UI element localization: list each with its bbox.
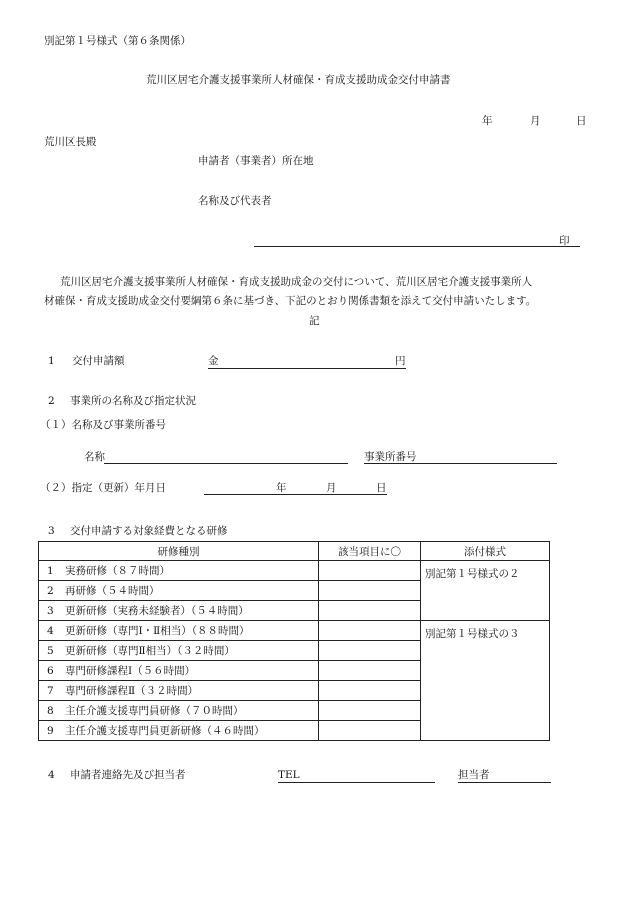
row-training-name: 主任介護支援専門員更新研修（４６時間）: [65, 721, 319, 741]
addressee: 荒川区長殿: [44, 136, 97, 148]
row-check-cell[interactable]: [319, 621, 421, 641]
designation-day-label: 日: [376, 482, 387, 494]
row-training-name: 更新研修（専門Ⅱ相当）（３２時間）: [65, 641, 319, 661]
row-check-cell[interactable]: [319, 561, 421, 581]
row-number: 4: [39, 621, 66, 641]
amount-field[interactable]: [208, 368, 406, 369]
row-number: 3: [39, 601, 66, 621]
office-number-field[interactable]: [364, 463, 557, 464]
date-year-label: 年: [482, 115, 493, 127]
training-table: [38, 541, 550, 741]
designation-year-label: 年: [276, 482, 287, 494]
office-name-label: 名称: [84, 451, 105, 463]
table-row: [39, 621, 550, 641]
amount-prefix: 金: [208, 355, 219, 367]
column-header-attachment: 添付様式: [421, 542, 550, 561]
office-number-label: 事業所番号: [364, 451, 417, 463]
row-check-cell[interactable]: [319, 721, 421, 741]
body-text-line-1: 荒川区居宅介護支援事業所人材確保・育成支援助成金の交付について、荒川区居宅介護支援事業所人: [60, 276, 533, 288]
row-training-name: 更新研修（専門Ⅰ・Ⅱ相当）（８８時間）: [65, 621, 319, 641]
attachment-group-2: 別記第１号様式の３: [421, 621, 550, 741]
row-check-cell[interactable]: [319, 681, 421, 701]
row-training-name: 更新研修（実務未経験者）（５４時間）: [65, 601, 319, 621]
section-4-number: 4: [48, 769, 55, 781]
column-header-check: 該当項目に〇: [319, 542, 421, 561]
signature-line[interactable]: [254, 246, 580, 247]
row-training-name: 専門研修課程Ⅱ（３２時間）: [65, 681, 319, 701]
seal-mark: 印: [559, 235, 570, 247]
section-1-label: 交付申請額: [72, 355, 125, 367]
applicant-address-label: 申請者（事業者）所在地: [198, 155, 314, 167]
date-month-label: 月: [530, 115, 541, 127]
row-check-cell[interactable]: [319, 601, 421, 621]
row-check-cell[interactable]: [319, 701, 421, 721]
amount-suffix: 円: [395, 355, 406, 367]
ki-label: 記: [309, 315, 320, 327]
section-4-label: 申請者連絡先及び担当者: [70, 769, 186, 781]
row-training-name: 実務研修（８７時間）: [65, 561, 319, 581]
table-header-row: [39, 542, 550, 561]
section-1-number: 1: [48, 355, 55, 367]
date-day-label: 日: [576, 115, 587, 127]
applicant-name-label: 名称及び代表者: [198, 195, 272, 207]
section-2-sub-1: （１）名称及び事業所番号: [40, 419, 166, 431]
designation-month-label: 月: [326, 482, 337, 494]
row-number: 6: [39, 661, 66, 681]
form-number: 別記第１号様式（第６条関係）: [44, 35, 191, 47]
row-number: 9: [39, 721, 66, 741]
office-name-field[interactable]: [104, 463, 348, 464]
row-training-name: 主任介護支援専門員研修（７０時間）: [65, 701, 319, 721]
designation-date-field[interactable]: [204, 494, 387, 495]
section-2-number: 2: [48, 395, 55, 407]
tel-field[interactable]: [278, 782, 435, 783]
row-number: 2: [39, 581, 66, 601]
table-row: [39, 561, 550, 581]
row-training-name: 専門研修課程Ⅰ（５６時間）: [65, 661, 319, 681]
row-number: 7: [39, 681, 66, 701]
row-number: 1: [39, 561, 66, 581]
row-check-cell[interactable]: [319, 641, 421, 661]
section-3-label: 交付申請する対象経費となる研修: [70, 525, 228, 537]
attachment-group-1: 別記第１号様式の２: [421, 561, 550, 621]
section-2-sub-2: （２）指定（更新）年月日: [40, 482, 166, 494]
row-check-cell[interactable]: [319, 581, 421, 601]
contact-person-field[interactable]: [458, 782, 551, 783]
form-title: 荒川区居宅介護支援事業所人材確保・育成支援助成金交付申請書: [146, 74, 451, 86]
body-text-line-2: 材確保・育成支援助成金交付要綱第６条に基づき、下記のとおり関係書類を添えて交付申請いたします。: [44, 295, 537, 307]
section-2-label: 事業所の名称及び指定状況: [70, 395, 196, 407]
row-check-cell[interactable]: [319, 661, 421, 681]
row-number: 8: [39, 701, 66, 721]
column-header-training-type: 研修種別: [39, 542, 319, 561]
row-training-name: 再研修（５４時間）: [65, 581, 319, 601]
contact-person-label: 担当者: [458, 769, 490, 781]
section-3-number: 3: [48, 525, 55, 537]
row-number: 5: [39, 641, 66, 661]
tel-label: TEL: [278, 769, 300, 781]
